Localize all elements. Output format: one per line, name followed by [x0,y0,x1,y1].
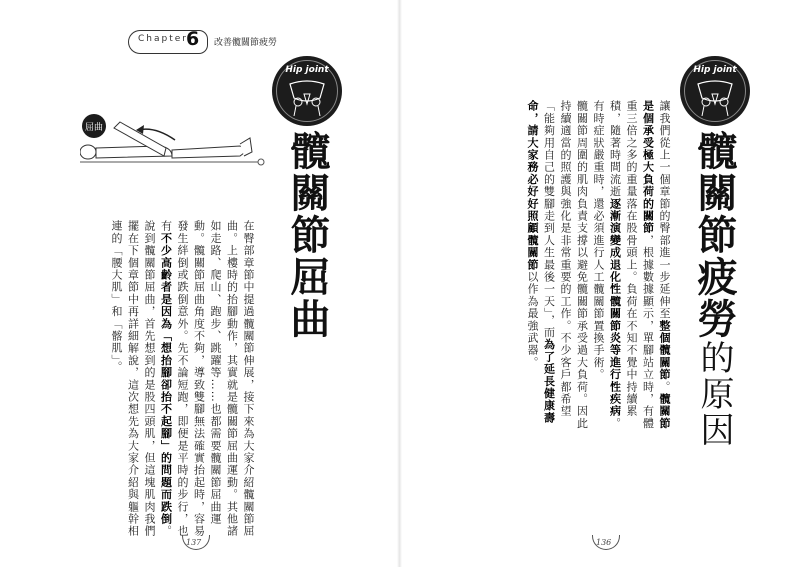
pelvis-icon [694,80,736,116]
left-highlight-1: 不少高齡者是因為「想抬腳卻抬不起腳」的問題而跌倒 [159,232,173,526]
right-paragraph-2: 髖關節周圍的肌肉負責支撐以避免髖關節承受過大負荷。因此持續適當的照護與強化是非常重要的工作。不少客戶都希望「能夠用自己的雙腳走到人生最後一天」，而為了延長健康壽命，請大家務必好好照顧髖關節以作為最強武器。 [526,100,589,430]
badge-label: Hip joint [693,65,737,75]
chapter-number: 6 [186,28,200,50]
left-paragraph-1: 在臀部章節中提過髖關節伸展，接下來為大家介紹髖關節屈曲。上樓時的抬腳動作，其實就是髖關節屈曲運動。其他諸如走路、爬山、跑步、跳躍等……也都需要髖關節屈曲運動。髖關節屈曲角度不夠，導致雙腳無法確實抬起時，容易發生絆倒或跌倒意外。先不論短跑，即便是平時的步行，也有 [159,220,255,538]
left-page-title: 髖關節屈曲 [284,130,330,340]
right-page [400,0,799,567]
right-highlight-2: 髖關節是個承受極大負荷的關節 [641,100,671,430]
right-highlight-3: 逐漸演變成退化性髖關節炎等進行性疾病 [608,197,622,418]
right-title-sub: 的原因 [694,340,734,448]
left-paragraph-tail: 。說到髖關節屈曲，首先想到的是股四頭肌，但這塊肌肉我們擺在下個章節中再詳細解說，這次想先為大家介紹與軀幹相連的「腰大肌」和「髂肌」。 [110,220,173,538]
right-page-body [502,100,672,430]
chapter-word: Chapter [138,34,188,44]
right-title-main: 髖關節疲勞 [691,130,737,340]
left-page-body [78,220,256,538]
hip-flexion-figure [80,112,270,177]
right-page-title [692,130,736,448]
figure-label: 屈曲 [84,123,104,133]
badge-label: Hip joint [285,65,329,75]
page-number-arc [182,535,210,550]
left-page-number-text: 137 [186,538,202,547]
figure-head [80,145,96,159]
pelvis-icon [286,80,328,116]
right-highlight-1: 整個髖關節 [658,319,671,381]
hip-joint-badge-right [680,56,750,126]
running-head-bracket-end [199,30,208,54]
figure-lying-leg [172,146,248,158]
hip-joint-badge-left [272,56,342,126]
left-page [0,0,399,567]
left-page-number [186,538,201,547]
page-number-arc [592,535,620,550]
right-highlight-4: 為了延長健康壽命，請大家務必好好照顧髖關節 [526,100,556,424]
chapter-title: 改善髖關節疲勞 [214,38,278,48]
floor-end [258,159,264,165]
right-page-number-text: 136 [596,538,612,547]
right-page-number [596,538,611,547]
right-paragraph-1: 讓我們從上一個章節的臀部進一步延伸至整個髖關節。髖關節是個承受極大負荷的關節，根據數據顯示，單腳站立時，有體重三倍之多的重量落在股骨頭上。負荷在不知不覺中持續累積，隨著時間流逝逐漸演變成退化性髖關節炎等進行性疾病。有時症狀嚴重時，還必須進行人工髖關節置換手術。 [592,100,671,430]
